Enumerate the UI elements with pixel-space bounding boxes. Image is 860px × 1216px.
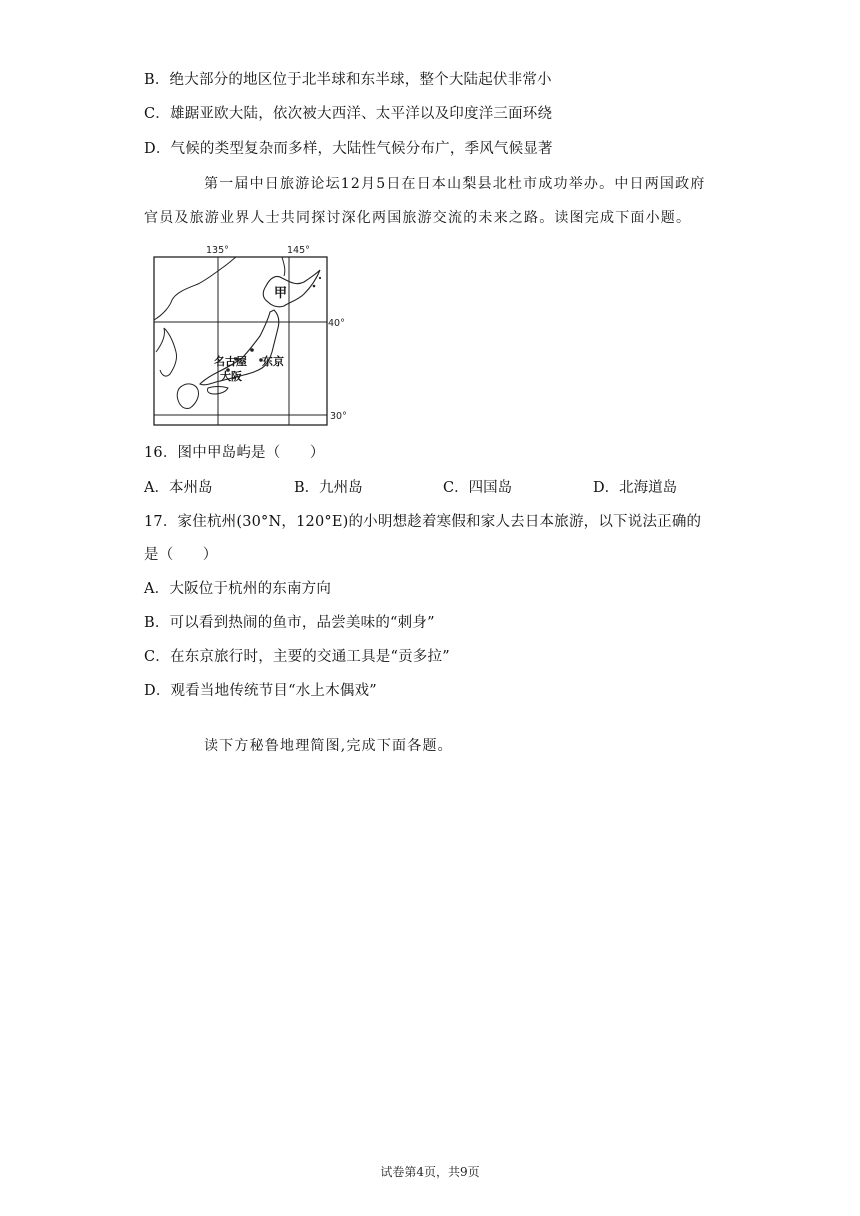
q17-option-b: B．可以看到热闹的鱼市，品尝美味的“刺身”	[144, 615, 435, 631]
label-lat-30: 30°	[330, 411, 347, 422]
label-tokyo: 东京	[262, 355, 284, 368]
q16-option-b: B．九州岛	[294, 480, 363, 496]
q16-option-a: A．本州岛	[144, 480, 213, 496]
page-footer: 试卷第4页，共9页	[380, 1165, 480, 1179]
label-jia: 甲	[274, 286, 288, 301]
q16-options	[144, 478, 744, 498]
q17-option-a: A．大阪位于杭州的东南方向	[144, 581, 332, 597]
option-b-prev: B．绝大部分的地区位于北半球和东半球，整个大陆起伏非常小	[144, 72, 552, 88]
japan-map	[144, 240, 359, 430]
label-osaka: 大阪	[220, 370, 242, 383]
option-d-prev: D．气候的类型复杂而多样，大陆性气候分布广，季风气候显著	[144, 141, 553, 157]
label-lat-40: 40°	[328, 318, 345, 329]
intro-line-1: 第一届中日旅游论坛12月5日在日本山梨县北杜市成功举办。中日两国政府	[204, 176, 706, 192]
option-c-prev: C．雄踞亚欧大陆，依次被大西洋、太平洋以及印度洋三面环绕	[144, 106, 553, 122]
label-lon-145: 145°	[287, 245, 310, 256]
q16-option-c: C．四国岛	[443, 480, 513, 496]
next-intro: 读下方秘鲁地理简图,完成下面各题。	[204, 738, 453, 754]
label-lon-135: 135°	[206, 245, 229, 256]
q17-stem-line2: 是（ ）	[144, 547, 218, 563]
q16-stem: 16．图中甲岛屿是（ ）	[144, 445, 325, 461]
q17-stem-line1: 17．家住杭州(30°N，120°E)的小明想趁着寒假和家人去日本旅游，以下说法正确的	[144, 514, 702, 530]
q17-option-d: D．观看当地传统节目“水上木偶戏”	[144, 683, 377, 699]
intro-line-2: 官员及旅游业界人士共同探讨深化两国旅游交流的未来之路。读图完成下面小题。	[144, 210, 692, 226]
q17-option-c: C．在东京旅行时，主要的交通工具是“贡多拉”	[144, 649, 450, 665]
label-nagoya: 名古屋	[214, 355, 247, 368]
q16-option-d: D．北海道岛	[593, 480, 678, 496]
